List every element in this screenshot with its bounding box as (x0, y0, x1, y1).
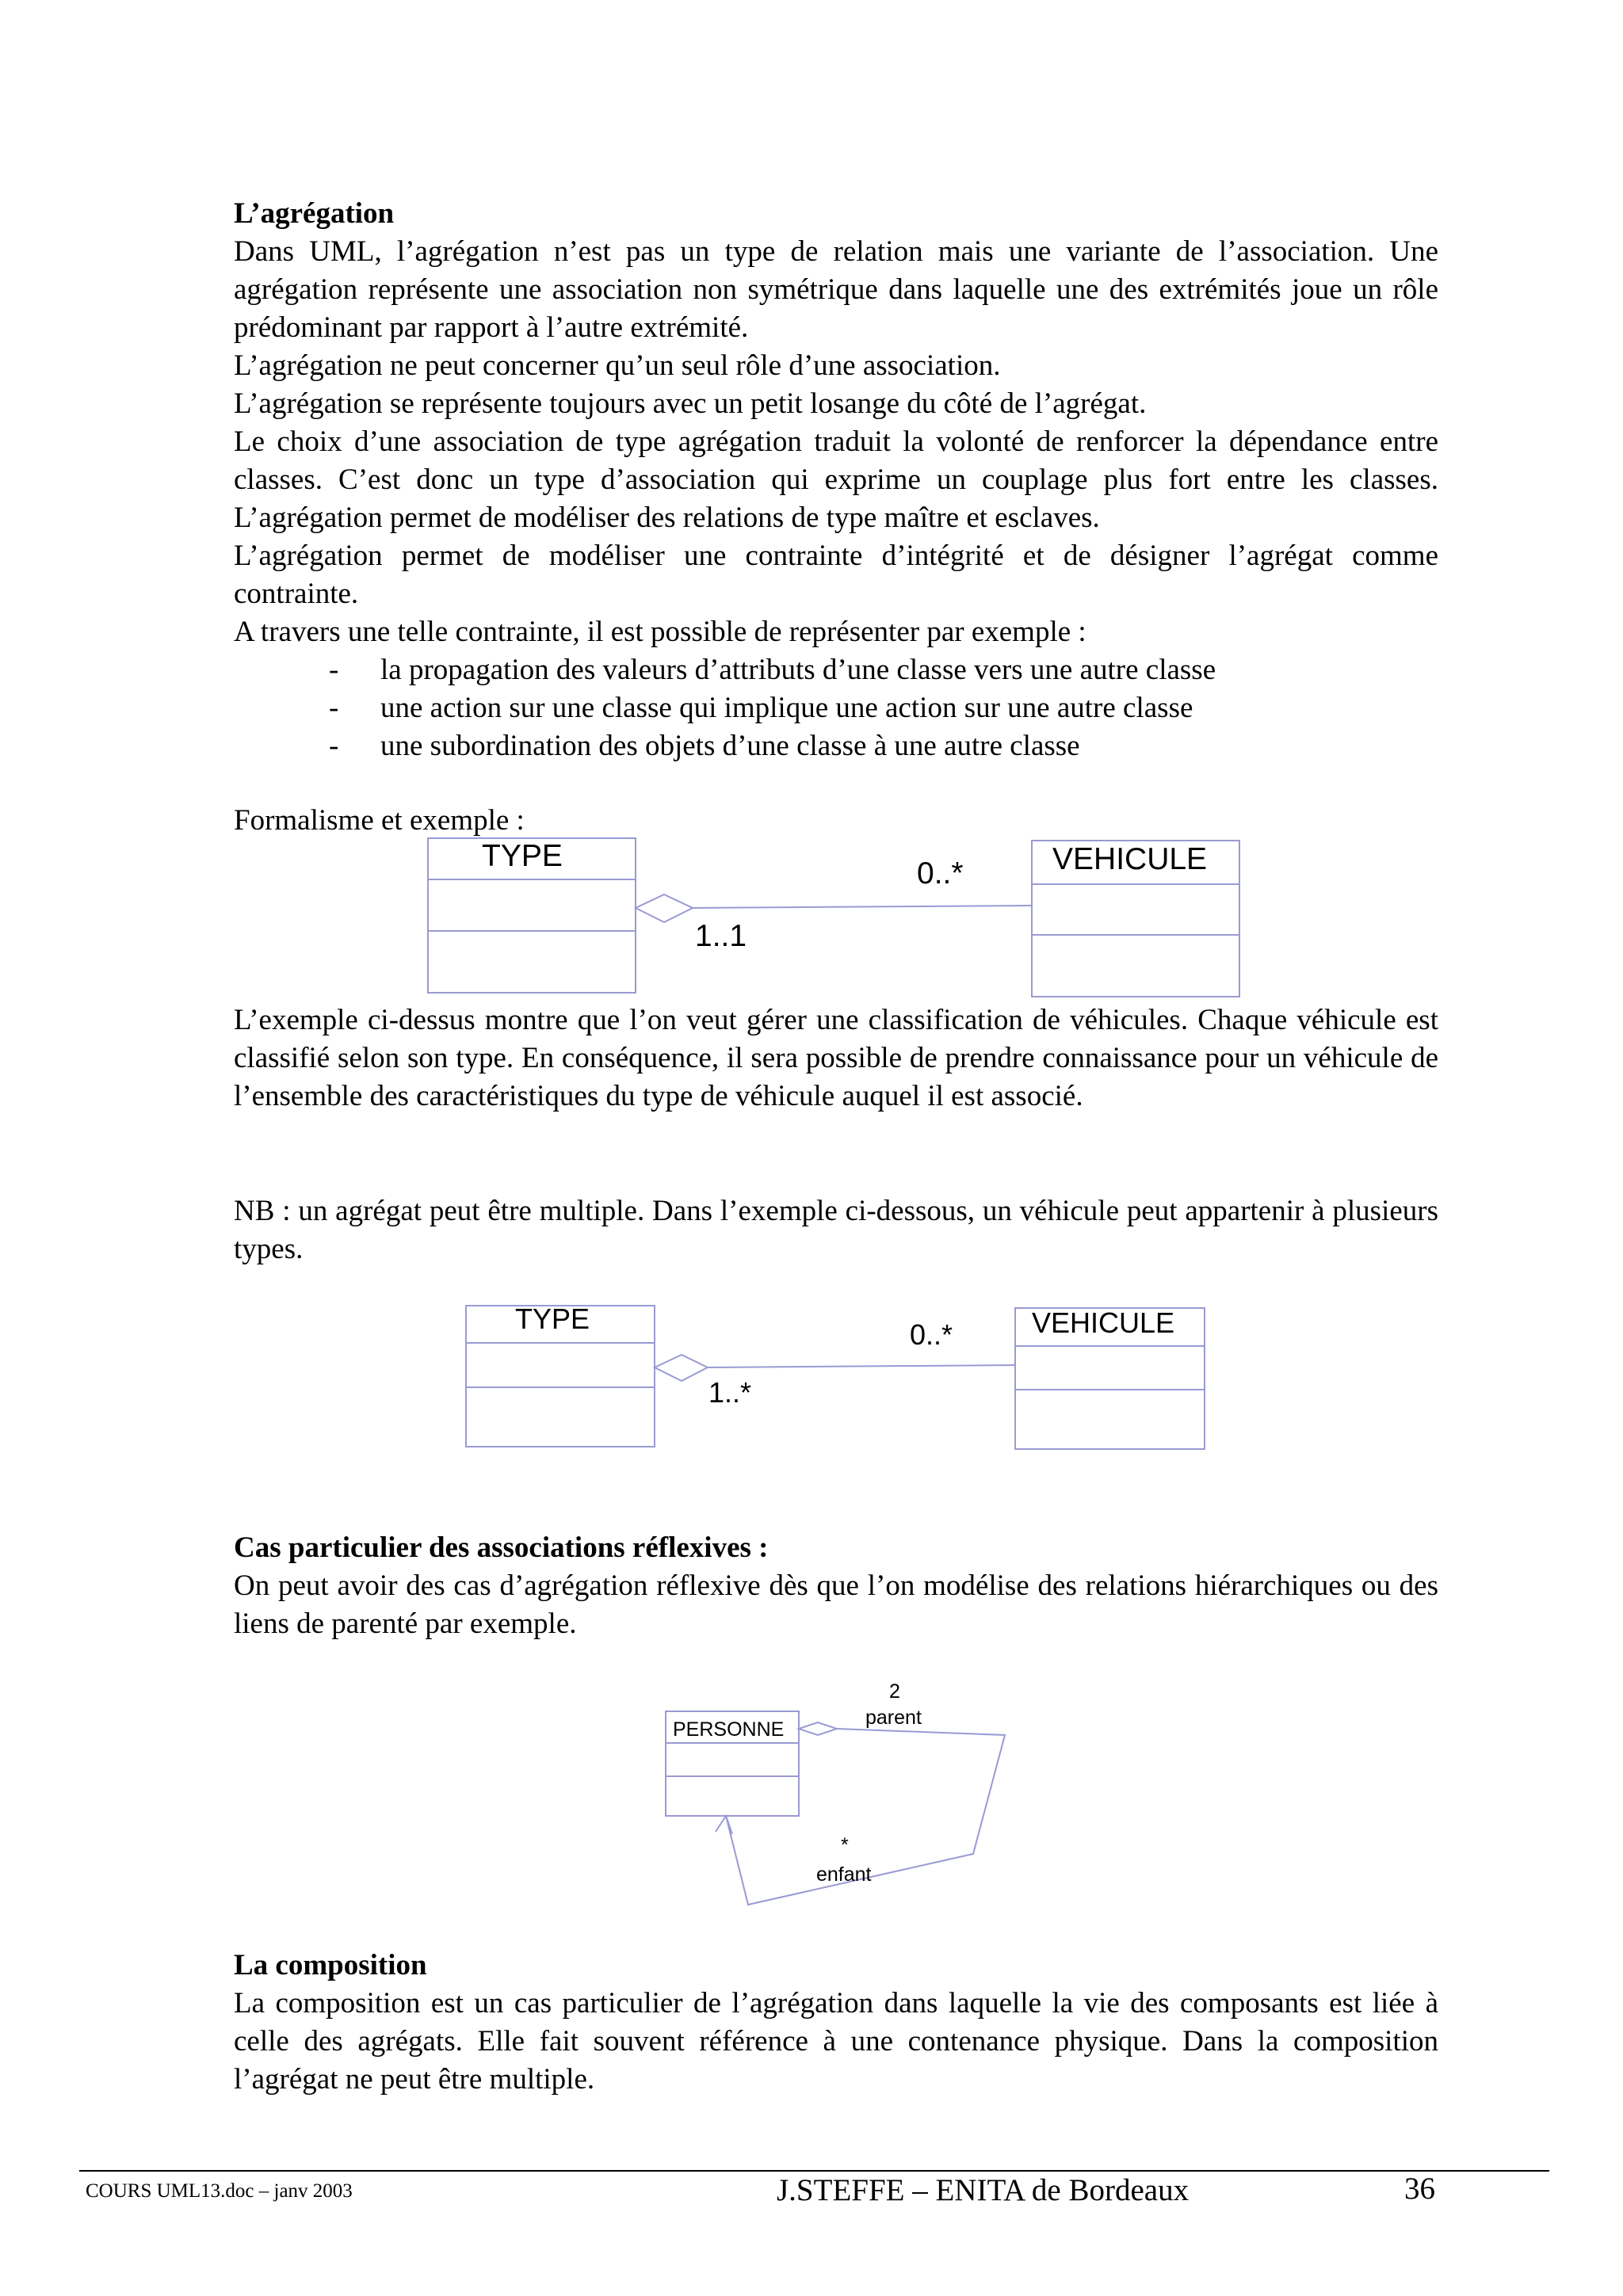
footer-author: J.STEFFE – ENITA de Bordeaux (777, 2173, 1190, 2207)
reflexive-heading: Cas particulier des associations réflexives : (234, 1531, 769, 1564)
footer-doc-info: COURS UML13.doc – janv 2003 (86, 2180, 353, 2202)
bullet-marker: - (329, 654, 339, 686)
child-multiplicity: * (841, 1834, 849, 1856)
aggregation-para-2: L’agrégation ne peut concerner qu’un seul rôle d’une association. (234, 349, 1001, 382)
class-name-vehicule: VEHICULE (1052, 842, 1208, 876)
parent-multiplicity: 2 (889, 1680, 900, 1703)
class-name-type: TYPE (515, 1302, 590, 1335)
aggregation-para-1: Dans UML, l’agrégation n’est pas un type de relation mais une variante de l’association. Une agrégation représente une association non symétrique dans laquelle une des extrémités joue un rôle prédominant par rapport à l’autre extrémité. (234, 235, 1438, 344)
aggregation-diamond (799, 1722, 837, 1735)
aggregation-heading: L’agrégation (234, 197, 395, 230)
nb-paragraph: NB : un agrégat peut être multiple. Dans l’exemple ci-dessous, un véhicule peut appartenir à plusieurs types. (234, 1195, 1438, 1265)
parent-role: parent (865, 1707, 922, 1729)
footer-rule (79, 2170, 1549, 2172)
aggregation-para-6: A travers une telle contrainte, il est possible de représenter par exemple : (234, 616, 1086, 648)
example-paragraph: L’exemple ci-dessus montre que l’on veut gérer une classification de véhicules. Chaque véhicule est classifié selon son type. En conséquence, il sera possible de prendre connaissance pour un véhicule de l’ensemble des caractéristiques du type de véhicule auquel il est associé. (234, 1004, 1438, 1112)
formalism-label: Formalisme et exemple : (234, 804, 525, 837)
class-name-vehicule: VEHICULE (1032, 1306, 1175, 1339)
reflexive-paragraph: On peut avoir des cas d’agrégation réflexive dès que l’on modélise des relations hiérarchiques ou des liens de parenté par exemple. (234, 1569, 1438, 1640)
bullet-marker: - (329, 692, 339, 724)
list-item: - une subordination des objets d’une classe à une autre classe (329, 727, 1438, 765)
child-role: enfant (816, 1863, 872, 1886)
aggregation-para-3: L’agrégation se représente toujours avec un petit losange du côté de l’agrégat. (234, 387, 1147, 420)
aggregation-para-5: L’agrégation permet de modéliser une contrainte d’intégrité et de désigner l’agrégat comme contrainte. (234, 540, 1438, 610)
class-name-type: TYPE (482, 839, 563, 873)
multiplicity-right: 0..* (917, 856, 964, 891)
multiplicity-right: 0..* (910, 1318, 953, 1351)
class-name-personne: PERSONNE (673, 1718, 785, 1741)
composition-heading: La composition (234, 1949, 427, 1981)
multiplicity-left: 1..1 (695, 919, 747, 953)
multiplicity-left: 1..* (708, 1376, 752, 1409)
list-item: - la propagation des valeurs d’attributs d’une classe vers une autre classe (329, 651, 1438, 689)
page-number: 36 (1404, 2172, 1435, 2206)
composition-paragraph: La composition est un cas particulier de l’agrégation dans laquelle la vie des composants est liée à celle des agrégats. Elle fait souvent référence à une contenance physique. Dans la composition l’agrégat ne peut être multiple. (234, 1987, 1438, 2096)
list-item: - une action sur une classe qui implique une action sur une autre classe (329, 689, 1438, 727)
aggregation-para-4: Le choix d’une association de type agrégation traduit la volonté de renforcer la dépendance entre classes. C’est donc un type d’association qui exprime un couplage plus fort entre les classes. L’agrégation permet de modéliser des relations de type maître et esclaves. (234, 425, 1438, 534)
bullet-marker: - (329, 730, 339, 762)
